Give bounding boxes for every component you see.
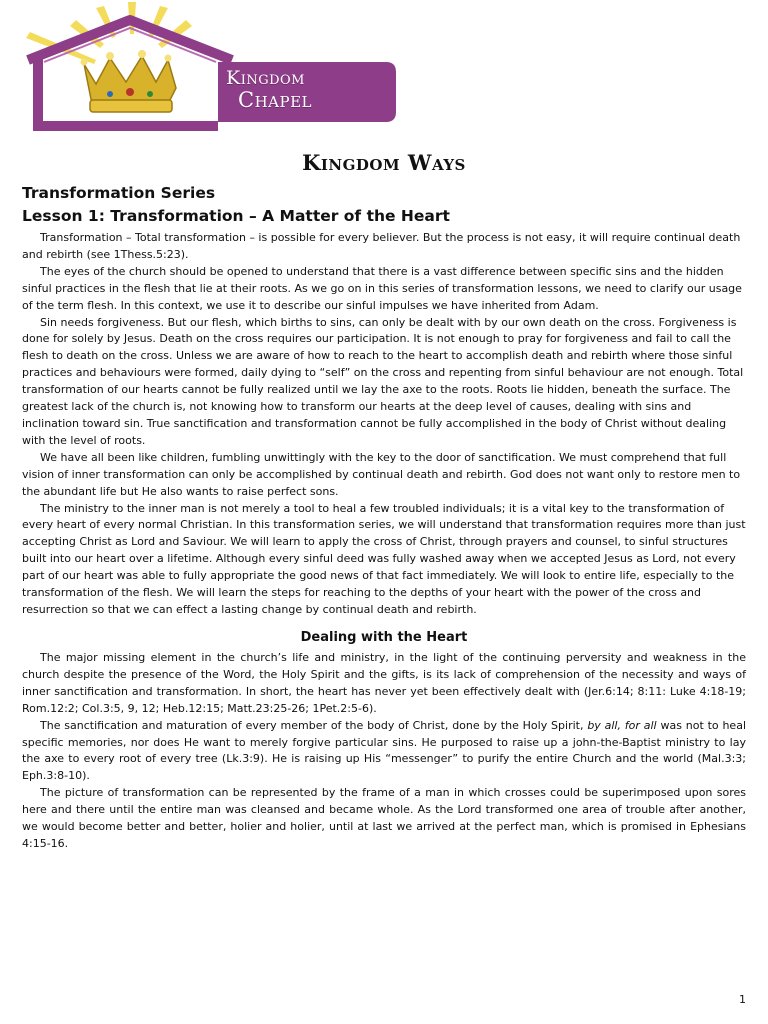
paragraph <box>22 718 746 786</box>
crown-icon <box>81 50 177 112</box>
series-title: Transformation Series <box>22 184 216 202</box>
paragraph: We have all been like children, fumbling unwittingly with the key to the door of sanctification. We must comprehend that full vision of inner transformation can only be accomplished by continual death and rebirth. God does not want only to restore men to the abundant life but He also wants to raise perfect sons. <box>22 450 741 498</box>
lesson-title: Lesson 1: Transformation – A Matter of the Heart <box>22 207 450 225</box>
paragraph: The major missing element in the church’s life and ministry, in the light of the continuing perversity and weakness in the church despite the presence of the Word, the Holy Spirit and the gifts, is its lack of comprehension of the necessity and ways of inner sanctification and transformation. In short, the heart has never yet been effectively dealt with (Jer.6:14; 8:11: Luke 4:18-19; Rom.12:2; Col.3:5, 9, 12; Heb.12:15; Matt.23:25-26; 1Pet.2:5-6). <box>22 651 746 715</box>
logo-line-2: Chapel <box>238 88 312 112</box>
lesson-body <box>22 230 746 619</box>
logo-line-1: Kingdom <box>226 67 305 89</box>
paragraph-text: was not to heal specific memories, nor does He want to merely forgive particular sins. He purposed to raise up a john-the-Baptist ministry to lay the axe to every root of every tree (Lk.3:9). He is raising up His “messenger” to purify the entire Church and the world (Mal.3:3; Eph.3:8-10). <box>22 718 746 783</box>
section-heading: Dealing with the Heart <box>300 630 468 645</box>
paragraph: Sin needs forgiveness. But our flesh, which births to sins, can only be dealt with by our own death on the cross. Forgiveness is done for solely by Jesus. Death on the cross requires our participation. It is not enough to pray for forgiveness and fail to call the flesh to death on the cross. Unless we are aware of how to reach to the heart to accomplish death and rebirth where those sinful practices and behaviours were formed, daily dying to “self” on the cross and repenting from sinful behaviour are not enough. Total transformation of our hearts cannot be fully realized until we lay the axe to the roots. Roots lie hidden, beneath the surface. The greatest lack of the church is, not knowing how to transform our hearts at the deep level of causes, dealing with sins and inclination toward sin. True sanctification and transformation cannot be fully accomplished in the body of Christ without dealing with the level of roots. <box>22 315 744 447</box>
paragraph: The ministry to the inner man is not merely a tool to heal a few troubled individuals; it is a vital key to the transformation of every heart of every normal Christian. In this transformation series, we will understand that transformation requires more than just accepting Christ as Lord and Saviour. We will learn to apply the cross of Christ, through prayers and counsel, to sinful structures built into our heart over a lifetime. Although every sinful deed was fully washed away when we accepted Jesus as Lord, not every part of our heart was able to fully appropriate the good news of that fact immediately. We will look to entire life, especially to the transformation of the flesh. We will learn the steps for reaching to the depths of your heart with the power of the cross and resurrection so that we can effect a lasting change by continual death and rebirth. <box>22 501 746 616</box>
section-body <box>22 650 746 853</box>
logo-wordmark <box>226 67 396 111</box>
crown-house-logo-graphic <box>18 0 410 132</box>
italic-phrase: by all, for all <box>587 718 657 732</box>
kingdom-chapel-logo <box>18 0 410 132</box>
paragraph-text: The sanctification and maturation of every member of the body of Christ, done by the Holy Spirit, <box>40 718 588 732</box>
paragraph: The picture of transformation can be represented by the frame of a man in which crosses could be superimposed upon sores here and there until the entire man was cleansed and became whole. As the Lord transformed one area of trouble after another, we would become better and better, holier and holier, until at last we arrived at the perfect man, which is promised in Ephesians 4:15-16. <box>22 786 746 850</box>
page-number: 1 <box>739 993 746 1006</box>
paragraph: The eyes of the church should be opened to understand that there is a vast difference between specific sins and the hidden sinful practices in the flesh that lie at their roots. As we go on in this series of transformation lessons, we need to clarify our usage of the term flesh. In this context, we use it to describe our sinful impulses we have inherited from Adam. <box>22 264 742 312</box>
paragraph: Transformation – Total transformation – is possible for every believer. But the process is not easy, it will require continual death and rebirth (see 1Thess.5:23). <box>22 231 741 261</box>
document-title: Kingdom Ways <box>302 150 466 175</box>
